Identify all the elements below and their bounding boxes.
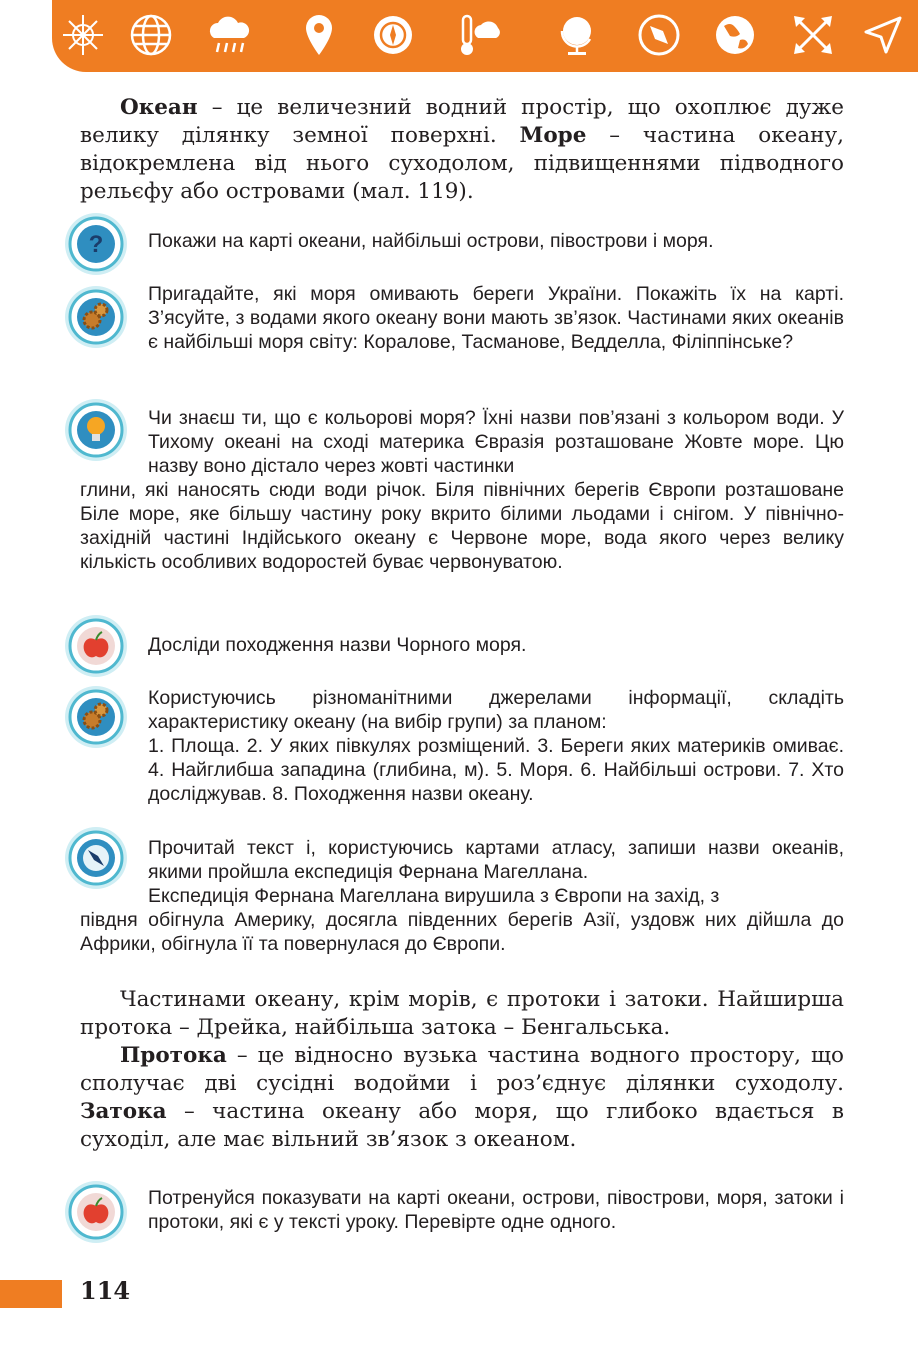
task-ukraine-seas: Пригадайте, які моря омивають береги України. Покажіть їх на карті. З’ясуйте, з водами якого океану вони мають зв’язок. Частинами яких океанів є найбільші моря світу: Коралове, Тасманове, Ведделла, Філіппінське? — [148, 283, 844, 353]
term-strait: Протока — [120, 1043, 227, 1068]
apple-icon — [64, 1180, 128, 1244]
gears-icon — [64, 685, 128, 749]
navigation-arrow-icon — [860, 12, 906, 58]
task-show-oceans: Покажи на карті океани, найбільші острови, півострови і моря. — [148, 230, 714, 252]
thermometer-cloud-icon — [454, 12, 500, 58]
page-marker — [0, 1280, 62, 1308]
term-ocean: Океан — [120, 95, 198, 120]
ocean-plan: 1. Площа. 2. У яких півкулях розміщений. 3. Береги яких материків омиває. 4. Найглибша западина (глибина, м). 5. Моря. 6. Найбільші острови. 7. Хто досліджував. 8. Походження назви океану. — [148, 735, 844, 805]
compass-dial-icon — [370, 12, 416, 58]
task-colored-seas: Чи знаєш ти, що є кольорові моря? Їхні назви пов’язані з кольором води. У Тихому океані на сході материка Євразія розташоване Жовте море. Цю назву воно дістало через жовті частинки — [148, 407, 844, 477]
lightbulb-icon — [64, 398, 128, 462]
directions-arrows-icon — [790, 12, 836, 58]
sea-definition: – частина океану, відокремлена від нього суходолом, підвищеннями підводного рельєфу або островами (мал. 119). — [80, 123, 844, 204]
task-magellan: Прочитай текст і, користуючись картами атласу, запиши назви океанів, якими пройшла експедиція Фернана Магеллана. Експедиція Фернана Магеллана вирушила з Європи на захід, з — [148, 837, 844, 907]
page-number: 114 — [80, 1276, 131, 1305]
globe-grid-icon — [128, 12, 174, 58]
map-pin-icon — [296, 12, 342, 58]
header-band — [52, 0, 918, 72]
straits-intro: Частинами океану, крім морів, є протоки і затоки. Найширша протока – Дрейка, найбільша затока – Бенгальська. — [80, 987, 844, 1040]
term-bay: Затока — [80, 1099, 167, 1124]
strait-definition: – це відносно вузька частина водного простору, що сполучає дві сусідні водойми і роз’єднує ділянки суходолу. — [80, 1043, 844, 1096]
intro-paragraph — [80, 94, 844, 206]
compass-rose-icon — [60, 12, 106, 58]
term-sea: Море — [519, 123, 587, 148]
straits-paragraph — [80, 986, 844, 1154]
magellan-story-start: Експедиція Фернана Магеллана вирушила з Європи на захід, з — [148, 885, 720, 907]
question-icon — [64, 212, 128, 276]
gears-icon — [64, 285, 128, 349]
ocean-definition: – це величезний водний простір, що охоплює дуже велику ділянку земної поверхні. — [80, 95, 844, 148]
bay-definition: – частина океану або моря, що глибоко вдається в суходіл, але має вільний зв’язок з океаном. — [80, 1099, 844, 1152]
world-globe-icon — [712, 12, 758, 58]
svg-text:?: ? — [88, 231, 104, 258]
task-ocean-characteristic: Користуючись різноманітними джерелами інформації, складіть характеристику океану (на вибір групи) за планом: 1. Площа. 2. У яких півкулях розміщений. 3. Береги яких материків омиває. 4. Найглибша западина (глибина, м). 5. Моря. 6. Найбільші острови. 7. Хто досліджував. 8. Походження назви океану. — [148, 687, 844, 805]
compass-icon — [64, 826, 128, 890]
task-black-sea-name: Досліди походження назви Чорного моря. — [148, 634, 527, 656]
desk-globe-icon — [554, 12, 600, 58]
task-colored-seas-continuation: глини, які наносять сюди води річок. Біля північних берегів Європи розташоване Біле море, яке більшу частину року вкрито білими льодами і снігом. У північно-західній частині Індійського океану є Червоне море, вода якого через велику кількість особливих водоростей буває червонуватою. — [80, 479, 844, 573]
magellan-story-continuation: півдня обігнула Америку, досягла південних берегів Азії, уздовж них дійшла до Африки, обігнула її та повернулася до Європи. — [80, 909, 844, 955]
apple-icon — [64, 614, 128, 678]
compass-needle-icon — [636, 12, 682, 58]
task-practice-map: Потренуйся показувати на карті океани, острови, півострови, моря, затоки і протоки, які є у тексті уроку. Перевірте одне одного. — [148, 1187, 844, 1233]
rain-cloud-icon — [206, 12, 252, 58]
